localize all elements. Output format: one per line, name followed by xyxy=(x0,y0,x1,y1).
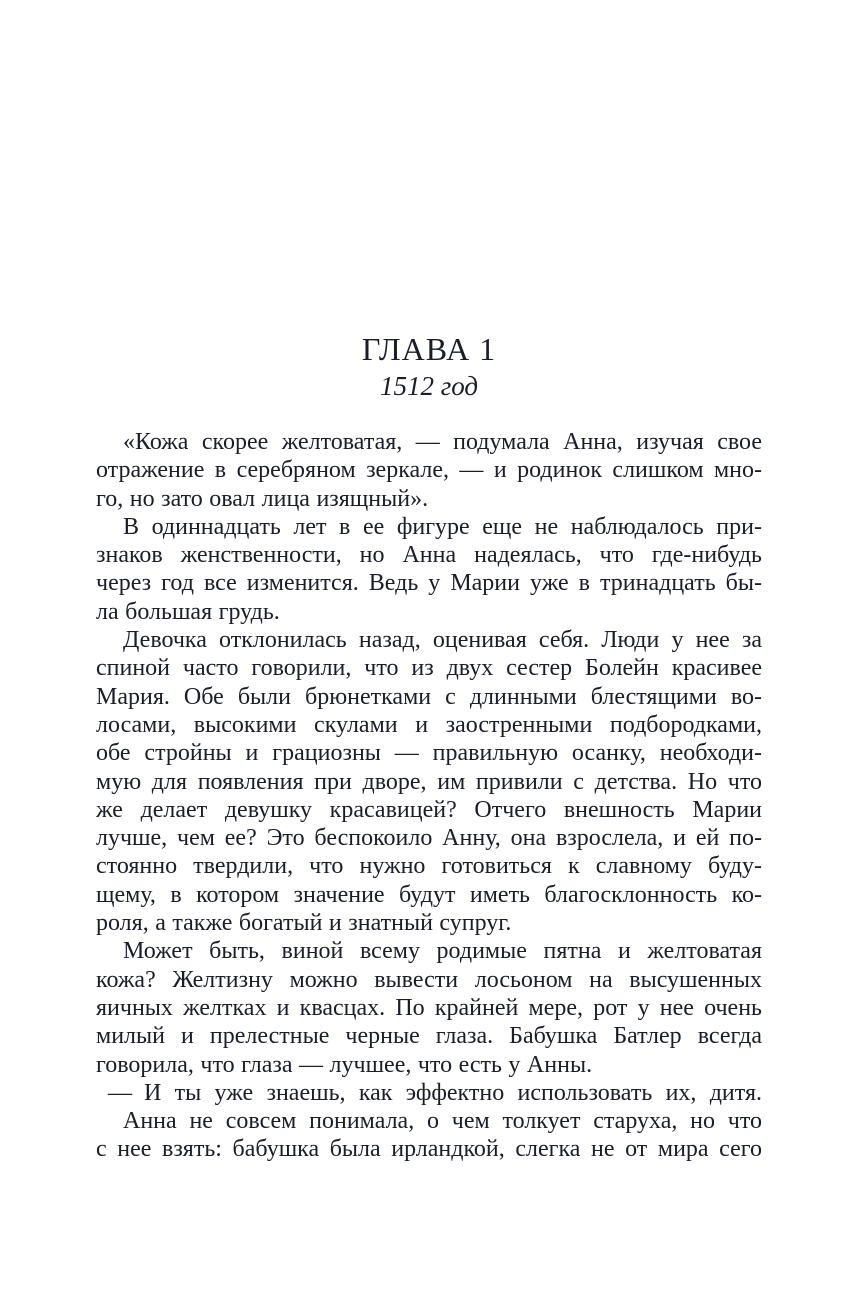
text-line: щему, в котором значение будут иметь благосклонность ко- xyxy=(96,881,762,908)
paragraph xyxy=(96,1107,762,1164)
text-line: — И ты уже знаешь, как эффектно использовать их, дитя. xyxy=(108,1079,762,1106)
paragraph xyxy=(96,428,762,513)
text-line: Анна не совсем понимала, о чем толкует старуха, но что xyxy=(123,1108,762,1135)
chapter-title: ГЛАВА 1 xyxy=(361,331,497,367)
text-line: яичных желтках и квасцах. По крайней мере, рот у нее очень xyxy=(96,994,762,1021)
text-line: говорила, что глаза — лучшее, что есть у Анны. xyxy=(96,1051,593,1078)
text-line: знаков женственности, но Анна надеялась, что где-нибудь xyxy=(96,542,762,569)
text-line: Может быть, виной всему родимые пятна и желтоватая xyxy=(123,938,762,965)
text-line: спиной часто говорили, что из двух сестер Болейн красивее xyxy=(96,655,762,682)
text-line: Мария. Обе были брюнетками с длинными блестящими во- xyxy=(96,683,762,710)
chapter-subtitle: 1512 год xyxy=(379,371,479,401)
text-line: стоянно твердили, что нужно готовиться к славному буду- xyxy=(96,853,762,880)
text-line: через год все изменится. Ведь у Марии уже в тринадцать бы- xyxy=(96,570,762,597)
text-line: с нее взять: бабушка была ирландкой, слегка не от мира сего xyxy=(96,1136,762,1163)
text-line: обе стройны и грациозны — правильную осанку, необходи- xyxy=(96,740,762,767)
text-line: го, но зато овал лица изящный». xyxy=(96,485,429,512)
text-line: роля, а также богатый и знатный супруг. xyxy=(96,910,512,937)
body-text xyxy=(96,428,762,1164)
text-line: «Кожа скорее желтоватая, — подумала Анна, изучая свое xyxy=(123,429,762,455)
text-line: Девочка отклонилась назад, оценивая себя. Люди у нее за xyxy=(123,627,762,654)
text-line: отражение в серебряном зеркале, — и родинок слишком мно- xyxy=(96,457,762,484)
text-line: милый и прелестные черные глаза. Бабушка Батлер всегда xyxy=(96,1023,762,1050)
text-line: мую для появления при дворе, им привили с детства. Но что xyxy=(96,768,762,795)
paragraph-dialogue xyxy=(96,1079,762,1107)
text-line: ла большая грудь. xyxy=(96,598,280,625)
paragraph xyxy=(96,626,762,937)
text-line: же делает девушку красавицей? Отчего внешность Марии xyxy=(96,796,762,823)
paragraph xyxy=(96,937,762,1078)
text-line: лосами, высокими скулами и заостренными подбородками, xyxy=(96,711,762,738)
text-line: лучше, чем ее? Это беспокоило Анну, она взрослела, и ей по- xyxy=(96,825,762,852)
paragraph xyxy=(96,513,762,626)
text-line: кожа? Желтизну можно вывести лосьоном на высушенных xyxy=(96,966,762,993)
text-line: В одиннадцать лет в ее фигуре еще не наблюдалось при- xyxy=(123,513,762,540)
